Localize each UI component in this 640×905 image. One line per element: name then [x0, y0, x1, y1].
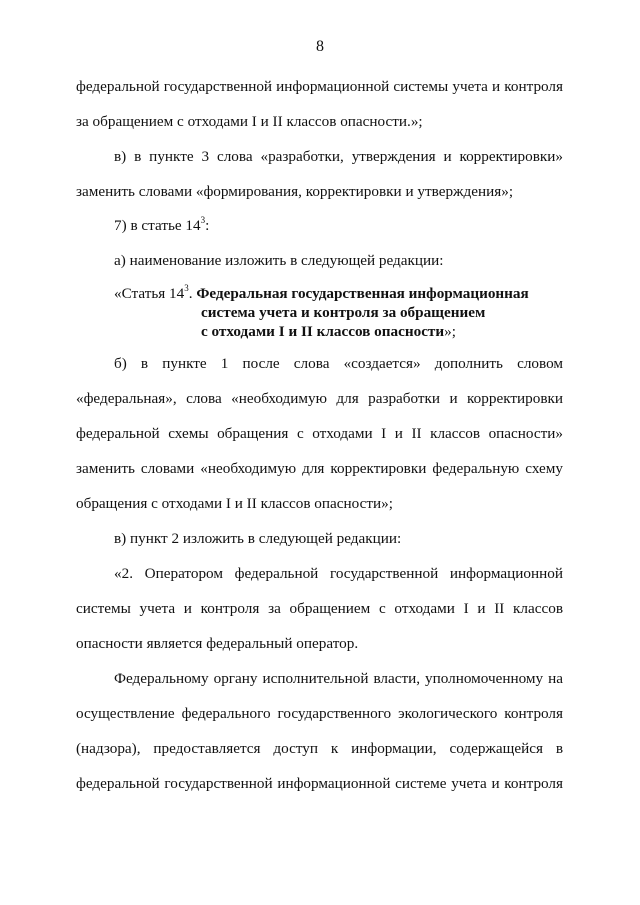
- text-line: «2. Оператором федеральной государственной информационной: [114, 565, 563, 582]
- text-line: системы учета и контроля за обращением с отходами I и II классов: [76, 600, 563, 617]
- text-span: »;: [444, 323, 456, 340]
- text-line: за обращением с отходами I и II классов опасности.»;: [76, 113, 423, 130]
- text-line: в) в пункте 3 слова «разработки, утверждения и корректировки»: [114, 148, 563, 165]
- text-span: 7) в статье 14: [114, 217, 201, 234]
- text-line: в) пункт 2 изложить в следующей редакции:: [114, 530, 402, 547]
- text-line: (надзора), предоставляется доступ к информации, содержащейся в: [76, 740, 563, 757]
- page-number: 8: [316, 38, 324, 55]
- text-line: федеральной государственной информационной системы учета и контроля: [76, 78, 563, 95]
- text-line: осуществление федерального государственного экологического контроля: [76, 705, 563, 722]
- text-line: а) наименование изложить в следующей редакции:: [114, 252, 444, 269]
- text-line: федеральной государственной информационной системе учета и контроля: [76, 775, 563, 792]
- article-title: [114, 284, 529, 341]
- text-line: «федеральная», слова «необходимую для разработки и корректировки: [76, 390, 563, 407]
- article-title-row: [114, 322, 529, 341]
- text-line: заменить словами «формирования, корректировки и утверждения»;: [76, 183, 514, 200]
- text-line: обращения с отходами I и II классов опасности»;: [76, 495, 393, 512]
- article-title-row: [114, 284, 529, 303]
- article-title-text: система учета и контроля за обращением: [201, 304, 486, 321]
- article-title-text: Федеральная государственная информационная: [196, 285, 529, 302]
- text-span: .: [188, 285, 197, 302]
- text-span: :: [205, 217, 210, 234]
- text-line: [114, 216, 563, 236]
- text-line: федеральной схемы обращения с отходами I и II классов опасности»: [76, 425, 563, 442]
- text-line: опасности является федеральный оператор.: [76, 635, 359, 652]
- text-line: Федеральному органу исполнительной власти, уполномоченному на: [114, 670, 563, 687]
- article-title-text: с отходами I и II классов опасности: [201, 323, 445, 340]
- text-line: б) в пункте 1 после слова «создается» дополнить словом: [114, 355, 563, 372]
- text-line: заменить словами «необходимую для корректировки федеральную схему: [76, 460, 563, 477]
- article-label: «Статья 14: [114, 285, 185, 302]
- superscript: 3: [200, 214, 206, 225]
- superscript: 3: [184, 282, 189, 293]
